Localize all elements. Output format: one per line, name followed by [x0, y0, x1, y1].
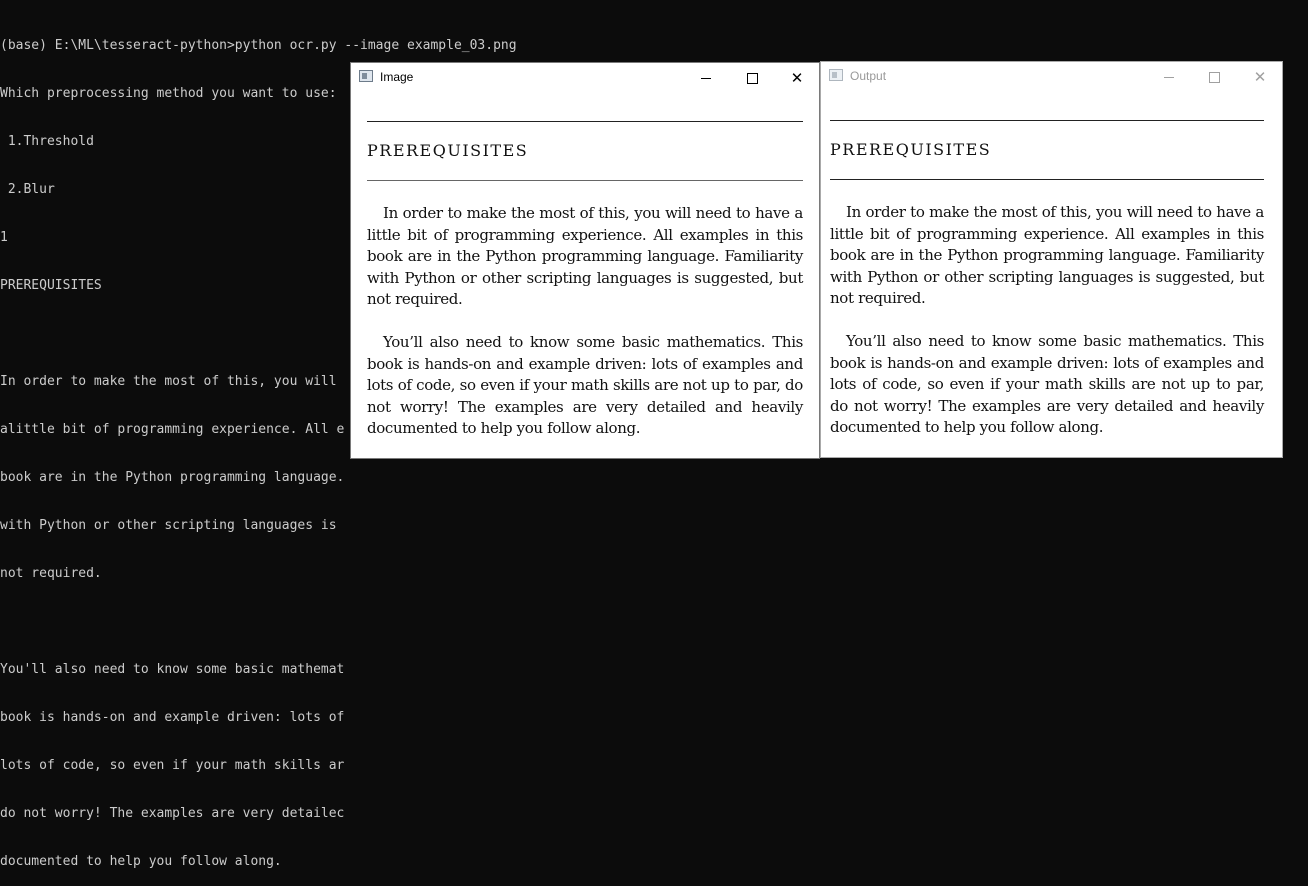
console-line: You'll also need to know some basic mathemat — [0, 662, 345, 677]
minimize-button[interactable] — [1146, 62, 1192, 92]
image-window-titlebar[interactable] — [351, 63, 819, 93]
console-line: Which preprocessing method you want to use: — [0, 86, 337, 101]
app-window-icon — [829, 69, 843, 81]
section-heading: PREREQUISITES — [830, 140, 992, 159]
window-title: Image — [380, 70, 414, 84]
maximize-icon — [747, 73, 758, 84]
divider — [830, 179, 1264, 180]
divider — [830, 120, 1264, 121]
paragraph: In order to make the most of this, you will need to have a little bit of programming experience. All examples in this book are in the Python programming language. Familiarity with Python or other scripting languages is suggested, but not required. — [367, 204, 803, 308]
paragraph: In order to make the most of this, you will need to have a little bit of programming experience. All examples in this book are in the Python programming language. Familiarity with Python or other scripting languages is suggested, but not required. — [830, 203, 1264, 307]
section-heading: PREREQUISITES — [367, 141, 529, 160]
console-line: 1 — [0, 230, 8, 245]
close-button[interactable] — [1237, 62, 1283, 92]
console-line: In order to make the most of this, you will — [0, 374, 337, 389]
console-line: (base) E:\ML\tesseract-python>python ocr.py --image example_03.png — [0, 38, 517, 53]
close-icon: ✕ — [1253, 67, 1267, 86]
maximize-button[interactable] — [729, 63, 775, 93]
divider — [367, 180, 803, 181]
close-icon: ✕ — [790, 68, 804, 87]
paragraph: You’ll also need to know some basic mathematics. This book is hands-on and example driven: lots of examples and lots of code, so even if your math skills are not up to par, do not worry! The examples are very detailed and heavily documented to help you follow along. — [367, 333, 803, 437]
output-window[interactable] — [820, 61, 1283, 458]
console-line: PREREQUISITES — [0, 278, 102, 293]
console-line: with Python or other scripting languages is — [0, 518, 337, 533]
output-content — [830, 92, 1264, 457]
console-line: 1.Threshold — [0, 134, 94, 149]
divider — [367, 121, 803, 122]
minimize-icon — [701, 78, 711, 79]
console-line: not required. — [0, 566, 102, 581]
image-window[interactable] — [350, 62, 820, 459]
maximize-button[interactable] — [1191, 62, 1237, 92]
minimize-icon — [1164, 77, 1174, 78]
console-line — [0, 614, 1308, 630]
console-line: alittle bit of programming experience. All e — [0, 422, 345, 437]
console-line: lots of code, so even if your math skills ar — [0, 758, 345, 773]
output-window-titlebar[interactable] — [821, 62, 1282, 92]
paragraph: You’ll also need to know some basic mathematics. This book is hands-on and example driven: lots of examples and lots of code, so even if your math skills are not up to par, do not worry! The examples are very detailed and heavily documented to help you follow along. — [830, 332, 1264, 436]
app-window-icon — [359, 70, 373, 82]
console-line: 2.Blur — [0, 182, 55, 197]
console-line: book is hands-on and example driven: lots of — [0, 710, 345, 725]
console-line: documented to help you follow along. — [0, 854, 282, 869]
minimize-button[interactable] — [683, 63, 729, 93]
image-content — [367, 93, 803, 458]
console-line: book are in the Python programming language. — [0, 470, 345, 485]
window-title: Output — [850, 69, 887, 83]
console-line: do not worry! The examples are very detailec — [0, 806, 345, 821]
maximize-icon — [1209, 72, 1220, 83]
close-button[interactable] — [774, 63, 820, 93]
